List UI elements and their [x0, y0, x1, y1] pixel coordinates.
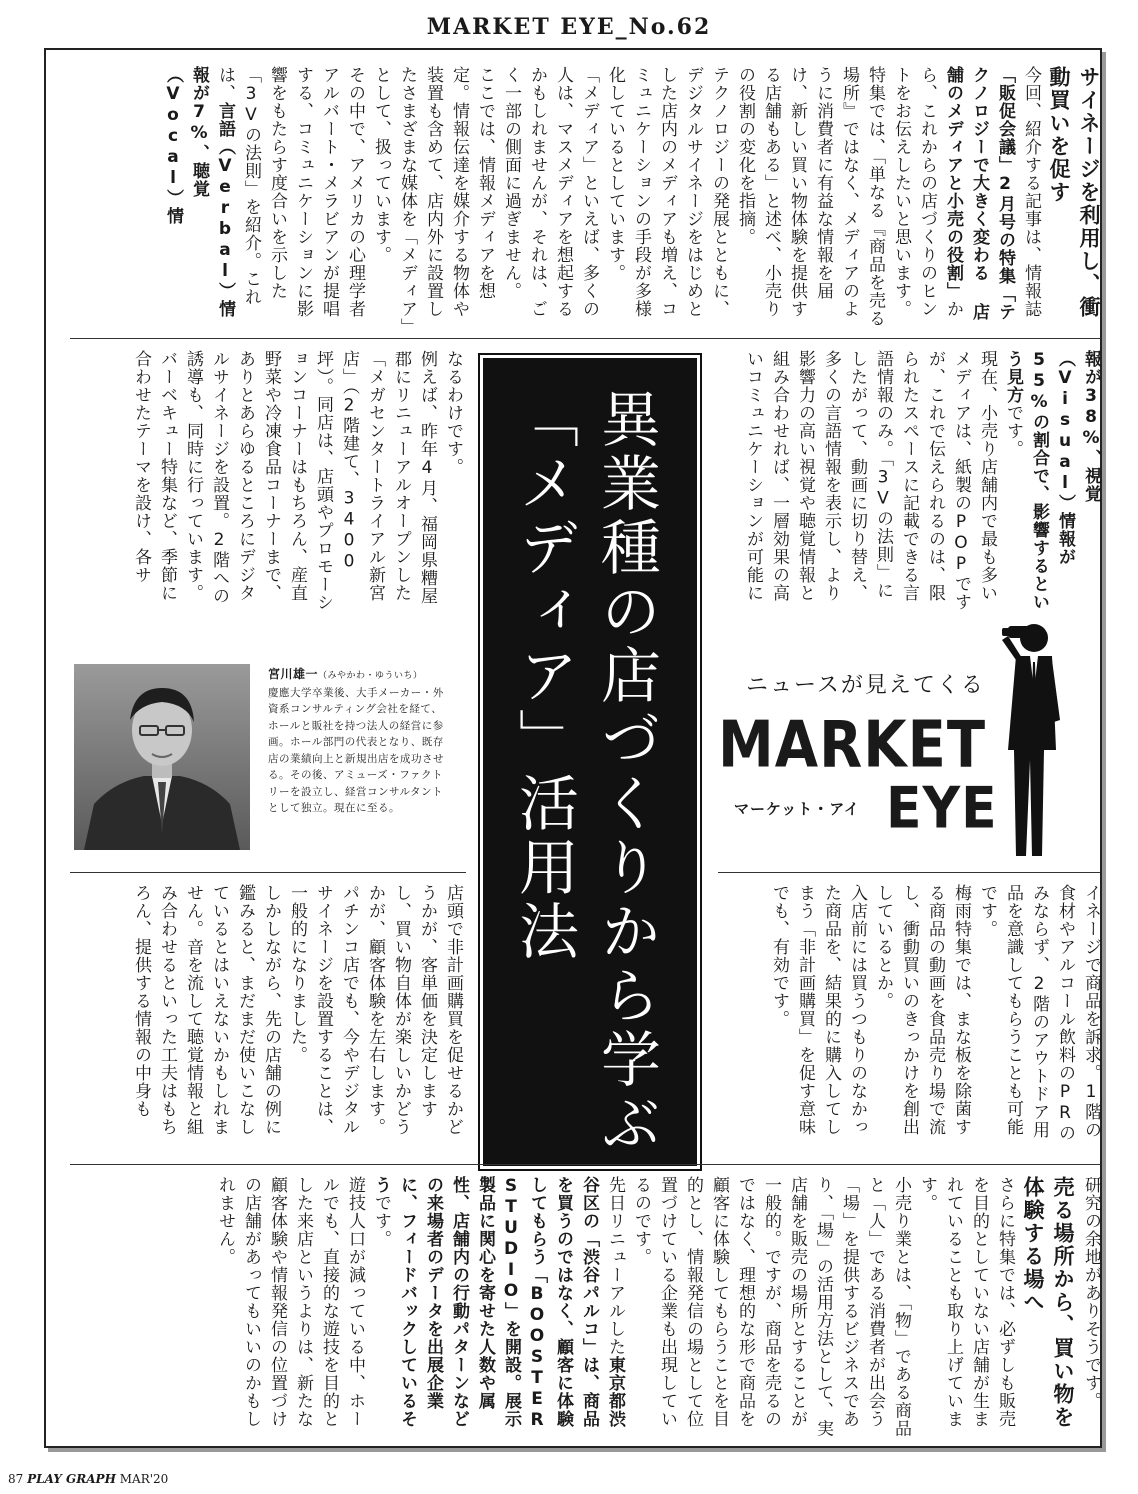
section-4-text: 研究の余地がありそうです。 売る場所から、買い物を体験する場へ さらに特集では、必ずしも販売を目的としていない店舗が生まれていることも取り上げています。 小売り業とは、「物」である商品と「人」である消費者が出会う「場」を提供するビジネスであり、「場」の活用方法として、実店舗を販売の場所とすることが一般的。ですが、商品を売るのではなく、理想的な形で商品を顧客に体験してもらうことを目的とし、情報発信の場として位置づけている企業も出現しているのです。 先日リニューアルした東京都渋谷区の「渋谷パルコ」は、商品を買うのではなく、顧客に体験してもらう「BOOSTER STUDIO」を開設。展示製品に関心を寄せた人数や属性、店舗内の行動パターンなどの来場者のデータを出展企業に、フィードバックしているそうです。 遊技人口が減っている中、ホールでも、直接的な遊技を目的とした来店というよりは、新たな顧客体験や情報発信の位置づけの店舗があってもいいのかもしれません。 — [215, 1176, 1101, 1438]
section-heading-signage: サイネージを利用し、衝動買いを促す — [1047, 66, 1101, 319]
section-3-left-text: 店頭で非計画購買を促せるかどうかが、客単価を決定しますし、買い物自体が楽しいかどうかが、顧客体験を左右します。 パチンコ店でも、今やデジタルサイネージを設置することは、一般的になりました。 しかしながら、先の店舗の例に鑑みると、まだまだ使いこなしているとはいえないかもしれません。音を流して聴覚情報と組み合わせるといった工夫はもちろん、提供する情報の中身も — [131, 884, 463, 1136]
section-3-right-text: イネージで商品を訴求。1階の食材やアルコール飲料のPRのみならず、2階のアウトドア用品を意識してもらうことも可能です。 梅雨特集では、まな板を除菌する商品の動画を食品売り場で流し、衝動買いのきっかけを創出しているとか。 入店前には買うつもりのなかった商品を、結果的に購入してしまう「非計画購買」を促す意味でも、有効です。 — [769, 884, 1101, 1142]
logo-kana: マーケット・アイ — [734, 800, 860, 818]
market-eye-logo — [712, 600, 1062, 860]
divider-2 — [70, 872, 466, 873]
logo-eye-text: EYE — [886, 776, 998, 842]
page-footer — [8, 1472, 168, 1486]
author-photo — [74, 664, 250, 850]
magazine-name: PLAY GRAPH — [27, 1472, 116, 1486]
binoculars-man-icon — [994, 610, 1064, 860]
divider-3 — [718, 872, 1100, 873]
logo-market-text: MARKET — [718, 708, 987, 783]
author-bio-block — [268, 666, 444, 817]
headline: 異業種の店づくりから学ぶ「メディア」活用法 — [509, 388, 661, 1156]
logo-tagline: ニュースが見えてくる — [746, 673, 985, 698]
section-2-left-text: なるわけです。 例えば、昨年4月、福岡県糟屋郡にリニューアルオープンした「メガセンタートライアル新宮店」（2階建て、3400坪）。同店は、店頭やプロモーションコーナーはもちろん、産直野菜や冷凍食品コーナーまで、ありとあらゆるところにデジタルサイネージを設置。2階への誘導も、同時に行っています。 バーベキュー特集など、季節に合わせたテーマを設け、各サ — [131, 350, 463, 612]
issue-date: MAR'20 — [119, 1472, 169, 1486]
author-bio: 慶應大学卒業後、大手メーカー・外資系コンサルティング会社を経て、ホールと販社を持つ法人の経営に参画。ホール部門の代表となり、既存店の業績向上と新規出店を成功させる。その後、アミューズ・ファクトリーを設立し、経営コンサルタントとして独立。現在に至る。 — [268, 686, 444, 814]
divider-1 — [70, 338, 1100, 339]
author-name-reading: （みやかわ・ゆういち） — [318, 671, 423, 681]
section-heading-experience: 売る場所から、買い物を体験する場へ — [1021, 1176, 1075, 1429]
author-name: 宮川雄一 — [268, 667, 319, 681]
page-number: 87 — [8, 1472, 24, 1486]
section-2-right-text: 報が38%、視覚（Visual）情報が55%の割合で、影響するという見方です。 現在、小売り店舗内で最も多いメディアは、紙製のPOPですが、これで伝えられるのは、限られたスペースに記載できる言語情報のみ。「3Vの法則」にしたがって、動画に切り替え、多くの言語情報を表示し、より影響力の高い視覚や聴覚情報と組み合わせれば、一層効果の高いコミュニケーションが可能に — [743, 350, 1101, 611]
series-title: MARKET EYE_No.62 — [426, 14, 712, 40]
section-1-text: サイネージを利用し、衝動買いを促す 今回、紹介する記事は、情報誌「販促会議」2月号の特集「テクノロジーで大きく変わる 店舗のメディアと小売の役割」から、これからの店づくりのヒントをお伝えしたいと思います。 特集では、「単なる『商品を売る場所』ではなく、メディアのように消費者に有益な情報を届け、新しい買い物体験を提供する店舗もある」と述べ、小売りの役割の変化を指摘。 テクノロジーの発展とともに、デジタルサイネージをはじめとした店内のメディアも増え、コミュニケーションの手段が多様化しているとしています。 「メディア」といえば、多くの人は、マスメディアを想起するかもしれませんが、それは、ごく一部の側面に過ぎません。 ここでは、情報メディアを想定。情報伝達を媒介する物体や装置も含めて、店内外に設置したさまざまな媒体を「メディア」として、扱っています。 その中で、アメリカの心理学者アルバート・メラビアンが提唱する、コミュニケーションに影響をもたらす度合いを示した「3Vの法則」を紹介。これは、言語（Verbal）情報が7%、聴覚（Vocal）情 — [163, 66, 1101, 328]
divider-4 — [70, 1164, 1100, 1165]
headline-box — [483, 358, 697, 1166]
author-portrait-image — [74, 664, 250, 850]
